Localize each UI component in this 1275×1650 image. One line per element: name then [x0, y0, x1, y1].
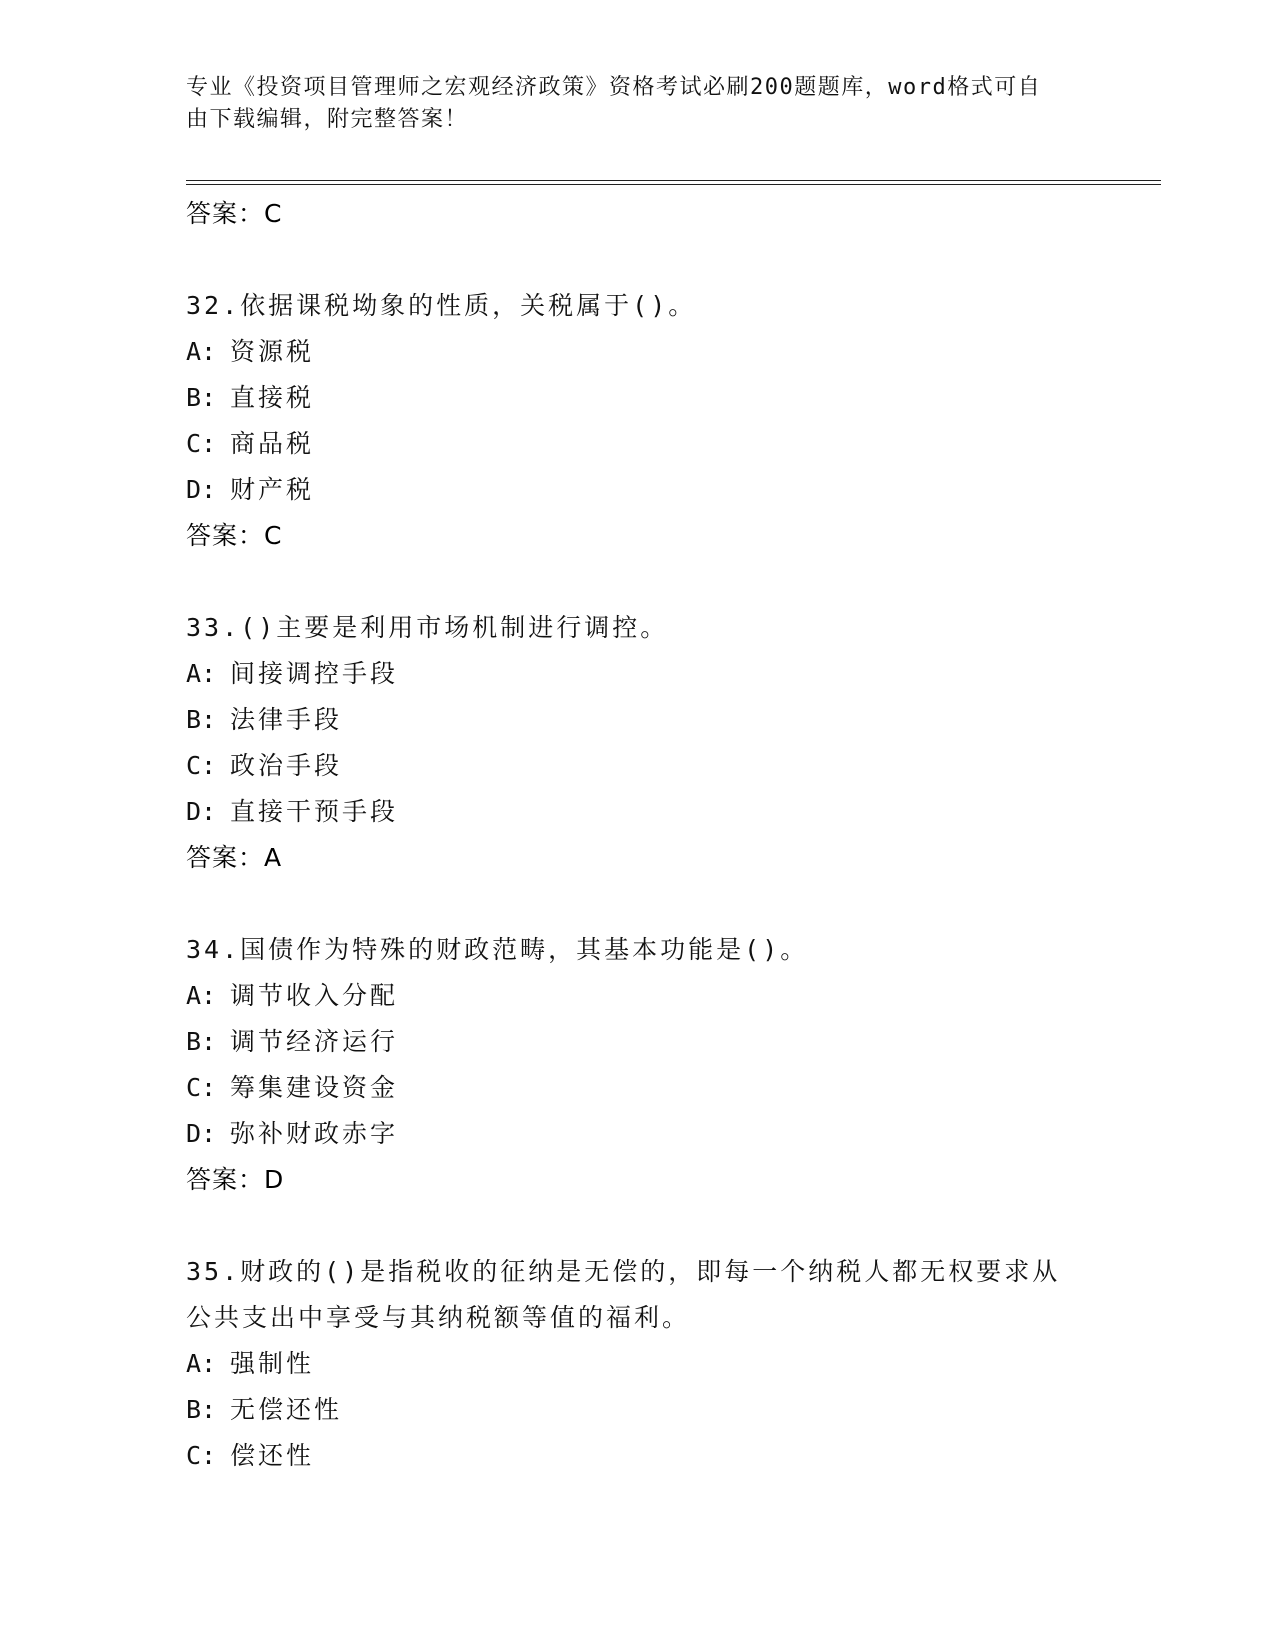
option-text: 弥补财政赤字 — [230, 1119, 399, 1148]
option-text: 商品税 — [230, 429, 315, 458]
option-letter: D: — [186, 1119, 217, 1148]
answer-option — [186, 1065, 1161, 1111]
question-answer: 答案：D — [186, 1165, 285, 1194]
option-letter: B: — [186, 1027, 217, 1056]
question-list — [186, 283, 1161, 1479]
answer-option — [186, 697, 1161, 743]
option-letter: C: — [186, 1441, 217, 1470]
option-letter: A: — [186, 981, 217, 1010]
answer-option — [186, 973, 1161, 1019]
question-stem: 32.依据课税坳象的性质，关税属于()。 — [186, 291, 697, 320]
answer-value: C — [264, 199, 283, 228]
answer-label: 答案： — [186, 199, 265, 228]
option-letter: D: — [186, 475, 217, 504]
answer-option — [186, 1111, 1161, 1157]
option-text: 法律手段 — [230, 705, 343, 734]
option-text: 政治手段 — [230, 751, 343, 780]
option-letter: B: — [186, 1395, 217, 1424]
option-letter: C: — [186, 1073, 217, 1102]
option-letter: C: — [186, 429, 217, 458]
question-block — [186, 283, 1161, 559]
question-stem: 35.财政的()是指税收的征纳是无偿的，即每一个纳税人都无权要求从公共支出中享受与其纳税额等值的福利。 — [186, 1257, 1061, 1332]
answer-option — [186, 789, 1161, 835]
option-letter: A: — [186, 337, 217, 366]
answer-option — [186, 743, 1161, 789]
answer-option — [186, 467, 1161, 513]
option-text: 强制性 — [230, 1349, 315, 1378]
question-block — [186, 927, 1161, 1203]
double-divider — [186, 180, 1161, 185]
answer-option — [186, 1019, 1161, 1065]
question-answer: 答案：C — [186, 521, 283, 550]
question-answer: 答案：A — [186, 843, 283, 872]
answer-option — [186, 1387, 1161, 1433]
answer-option — [186, 651, 1161, 697]
document-title: 专业《投资项目管理师之宏观经济政策》资格考试必刷200题题库，word格式可自由下载编辑，附完整答案！ — [186, 75, 1042, 132]
option-text: 调节收入分配 — [230, 981, 399, 1010]
document-page — [186, 72, 1161, 1479]
previous-answer — [186, 191, 1161, 237]
option-letter: B: — [186, 705, 217, 734]
answer-option — [186, 375, 1161, 421]
option-letter: A: — [186, 1349, 217, 1378]
answer-option — [186, 1433, 1161, 1479]
question-stem: 34.国债作为特殊的财政范畴，其基本功能是()。 — [186, 935, 809, 964]
answer-option — [186, 1341, 1161, 1387]
option-text: 资源税 — [230, 337, 315, 366]
question-stem: 33.()主要是利用市场机制进行调控。 — [186, 613, 669, 642]
option-letter: B: — [186, 383, 217, 412]
question-block — [186, 1249, 1161, 1479]
option-letter: C: — [186, 751, 217, 780]
option-letter: D: — [186, 797, 217, 826]
option-text: 直接干预手段 — [230, 797, 399, 826]
option-text: 调节经济运行 — [230, 1027, 399, 1056]
option-text: 间接调控手段 — [230, 659, 399, 688]
option-text: 直接税 — [230, 383, 315, 412]
question-block — [186, 605, 1161, 881]
option-letter: A: — [186, 659, 217, 688]
option-text: 财产税 — [230, 475, 315, 504]
answer-option — [186, 421, 1161, 467]
option-text: 无偿还性 — [230, 1395, 343, 1424]
option-text: 偿还性 — [230, 1441, 315, 1470]
answer-option — [186, 329, 1161, 375]
option-text: 筹集建设资金 — [230, 1073, 399, 1102]
